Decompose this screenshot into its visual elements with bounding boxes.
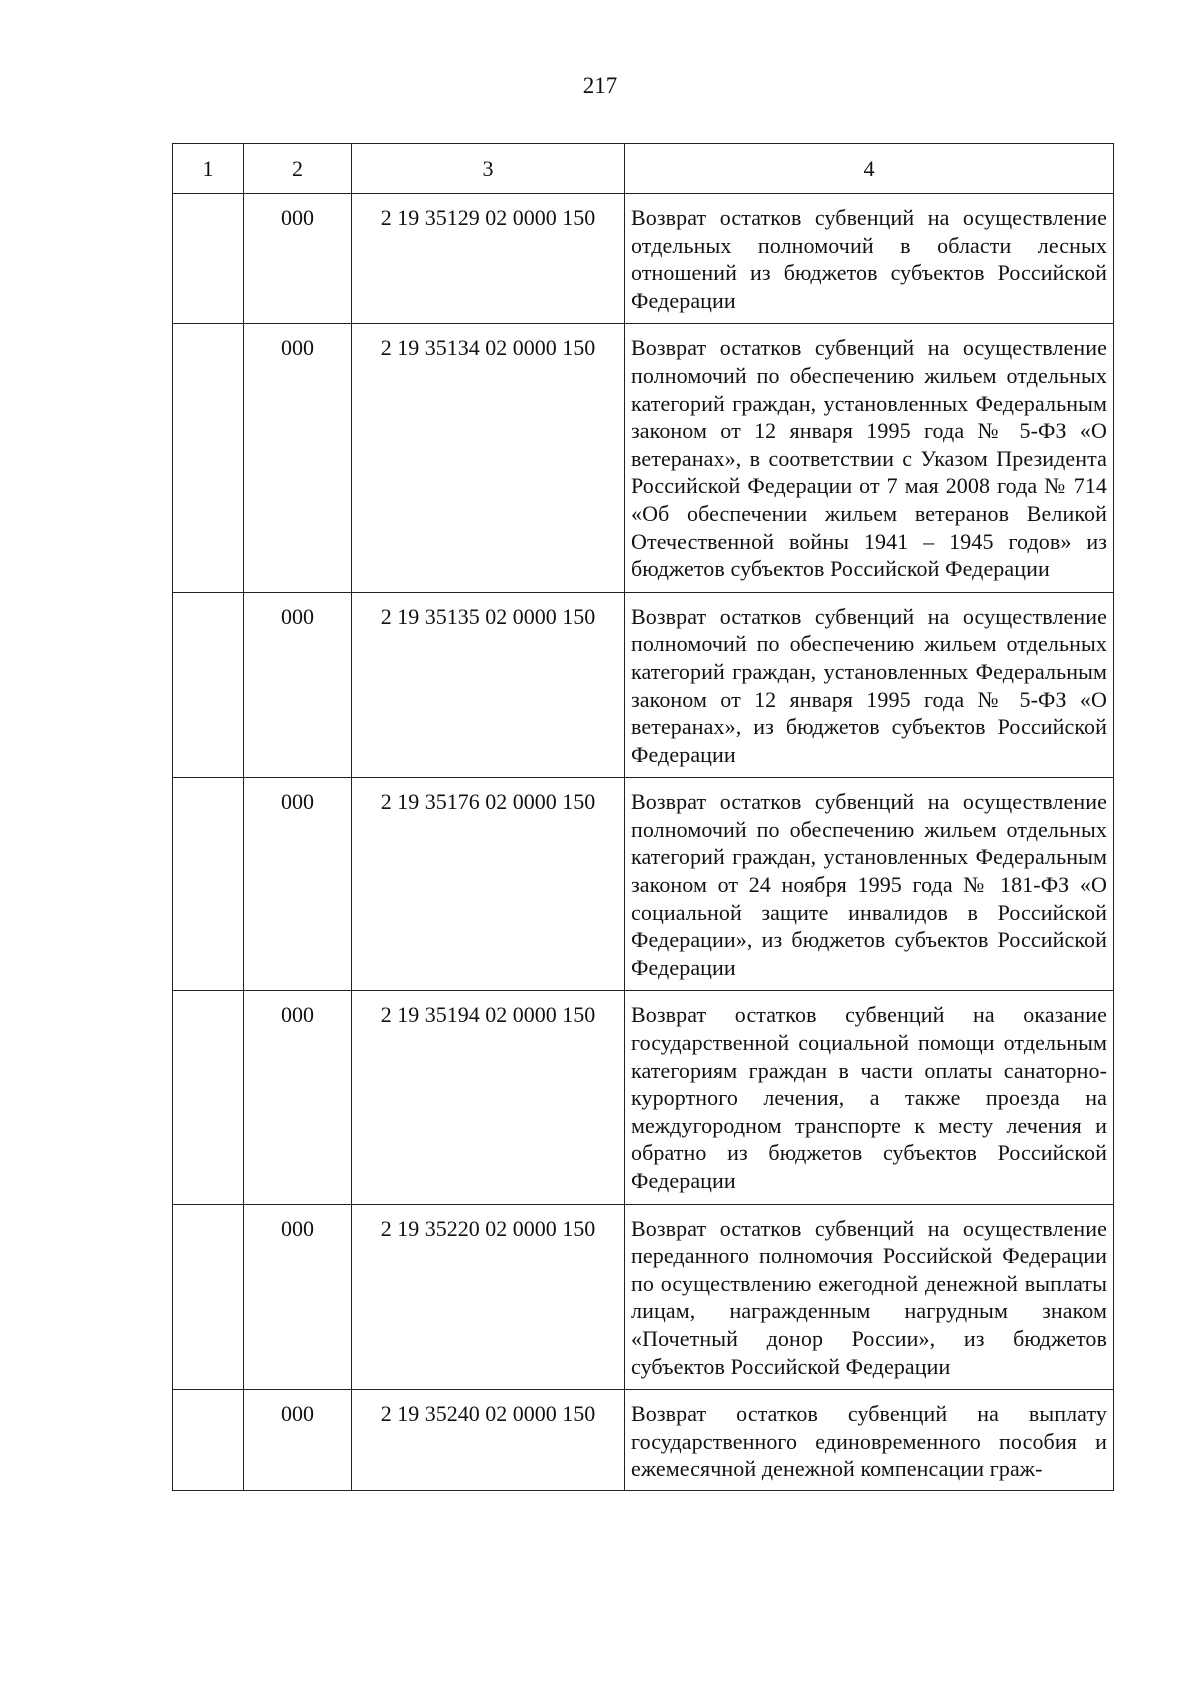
row-col-3: [352, 778, 625, 991]
row-description: Возврат остатков субвенций на осуществление переданного полномочия Российской Федерации по осуществлению ежегодной денежной выплаты лицам, награжденным нагрудным знаком «Почетный донор России», из бюджетов субъектов Российской Федерации: [631, 1215, 1107, 1379]
header-col-3: 3: [352, 144, 625, 194]
header-col-2: 2: [244, 144, 352, 194]
row-col-1: [173, 592, 244, 778]
row-col-3: [352, 194, 625, 324]
row-col-4: [625, 324, 1114, 592]
row-col-4: [625, 592, 1114, 778]
budget-code: 2 19 35135 02 0000 150: [380, 603, 596, 629]
row-description: Возврат остатков субвенций на выплату государственного единовременного пособия и ежемесячной денежной компенсации граж-: [631, 1401, 1107, 1482]
budget-code: 2 19 35220 02 0000 150: [380, 1215, 596, 1241]
table-row: [173, 991, 1114, 1204]
table-row: [173, 778, 1114, 991]
row-col-4: [625, 1390, 1114, 1491]
row-col-1: [173, 991, 244, 1204]
admin-code: 000: [281, 1215, 314, 1241]
row-col-1: [173, 778, 244, 991]
budget-code: 2 19 35176 02 0000 150: [380, 789, 596, 815]
budget-code: 2 19 35134 02 0000 150: [380, 335, 596, 361]
row-col-1: [173, 324, 244, 592]
admin-code: 000: [281, 789, 314, 815]
admin-code: 000: [281, 335, 314, 361]
table-row: [173, 592, 1114, 778]
row-col-1: [173, 194, 244, 324]
table-row: [173, 1204, 1114, 1390]
row-col-2: [244, 194, 352, 324]
row-col-1: [173, 1204, 244, 1390]
row-col-2: [244, 324, 352, 592]
row-description: Возврат остатков субвенций на осуществление отдельных полномочий в области лесных отношений из бюджетов субъектов Российской Федерации: [631, 205, 1107, 313]
budget-code: 2 19 35194 02 0000 150: [380, 1002, 596, 1028]
table-header-row: [173, 144, 1114, 194]
row-col-4: [625, 778, 1114, 991]
row-col-4: [625, 1204, 1114, 1390]
header-col-4: 4: [625, 144, 1114, 194]
header-col-1: 1: [173, 144, 244, 194]
budget-code: 2 19 35240 02 0000 150: [380, 1401, 596, 1427]
table-row: [173, 1390, 1114, 1491]
row-col-2: [244, 778, 352, 991]
admin-code: 000: [281, 1401, 314, 1427]
row-col-2: [244, 1390, 352, 1491]
admin-code: 000: [281, 1002, 314, 1028]
row-col-3: [352, 1390, 625, 1491]
row-description: Возврат остатков субвенций на осуществление полномочий по обеспечению жильем отдельных категорий граждан, установленных Федеральным законом от 24 ноября 1995 года № 181-ФЗ «О социальной защите инвалидов в Российской Федерации», из бюджетов субъектов Российской Федерации: [631, 789, 1107, 980]
row-col-2: [244, 1204, 352, 1390]
row-col-4: [625, 194, 1114, 324]
row-col-2: [244, 592, 352, 778]
row-col-3: [352, 991, 625, 1204]
row-col-1: [173, 1390, 244, 1491]
row-description: Возврат остатков субвенций на осуществление полномочий по обеспечению жильем отдельных категорий граждан, установленных Федеральным законом от 12 января 1995 года № 5-ФЗ «О ветеранах», в соответствии с Указом Президента Российской Федерации от 7 мая 2008 года № 714 «Об обеспечении жильем ветеранов Великой Отечественной войны 1941 – 1945 годов» из бюджетов субъектов Российской Федерации: [631, 335, 1107, 582]
row-col-3: [352, 324, 625, 592]
admin-code: 000: [281, 205, 314, 230]
table-row: [173, 194, 1114, 324]
row-col-3: [352, 592, 625, 778]
budget-classification-table: [172, 143, 1114, 1491]
row-col-3: [352, 1204, 625, 1390]
budget-code: 2 19 35129 02 0000 150: [380, 205, 596, 230]
row-col-4: [625, 991, 1114, 1204]
admin-code: 000: [281, 603, 314, 629]
row-description: Возврат остатков субвенций на оказание государственной социальной помощи отдельным категориям граждан в части оплаты санаторно-курортного лечения, а также проезда на междугородном транспорте к месту лечения и обратно из бюджетов субъектов Российской Федерации: [631, 1002, 1107, 1193]
table-row: [173, 324, 1114, 592]
row-col-2: [244, 991, 352, 1204]
page-number: 217: [582, 73, 618, 98]
row-description: Возврат остатков субвенций на осуществление полномочий по обеспечению жильем отдельных категорий граждан, установленных Федеральным законом от 12 января 1995 года № 5-ФЗ «О ветеранах», из бюджетов субъектов Российской Федерации: [631, 603, 1107, 767]
